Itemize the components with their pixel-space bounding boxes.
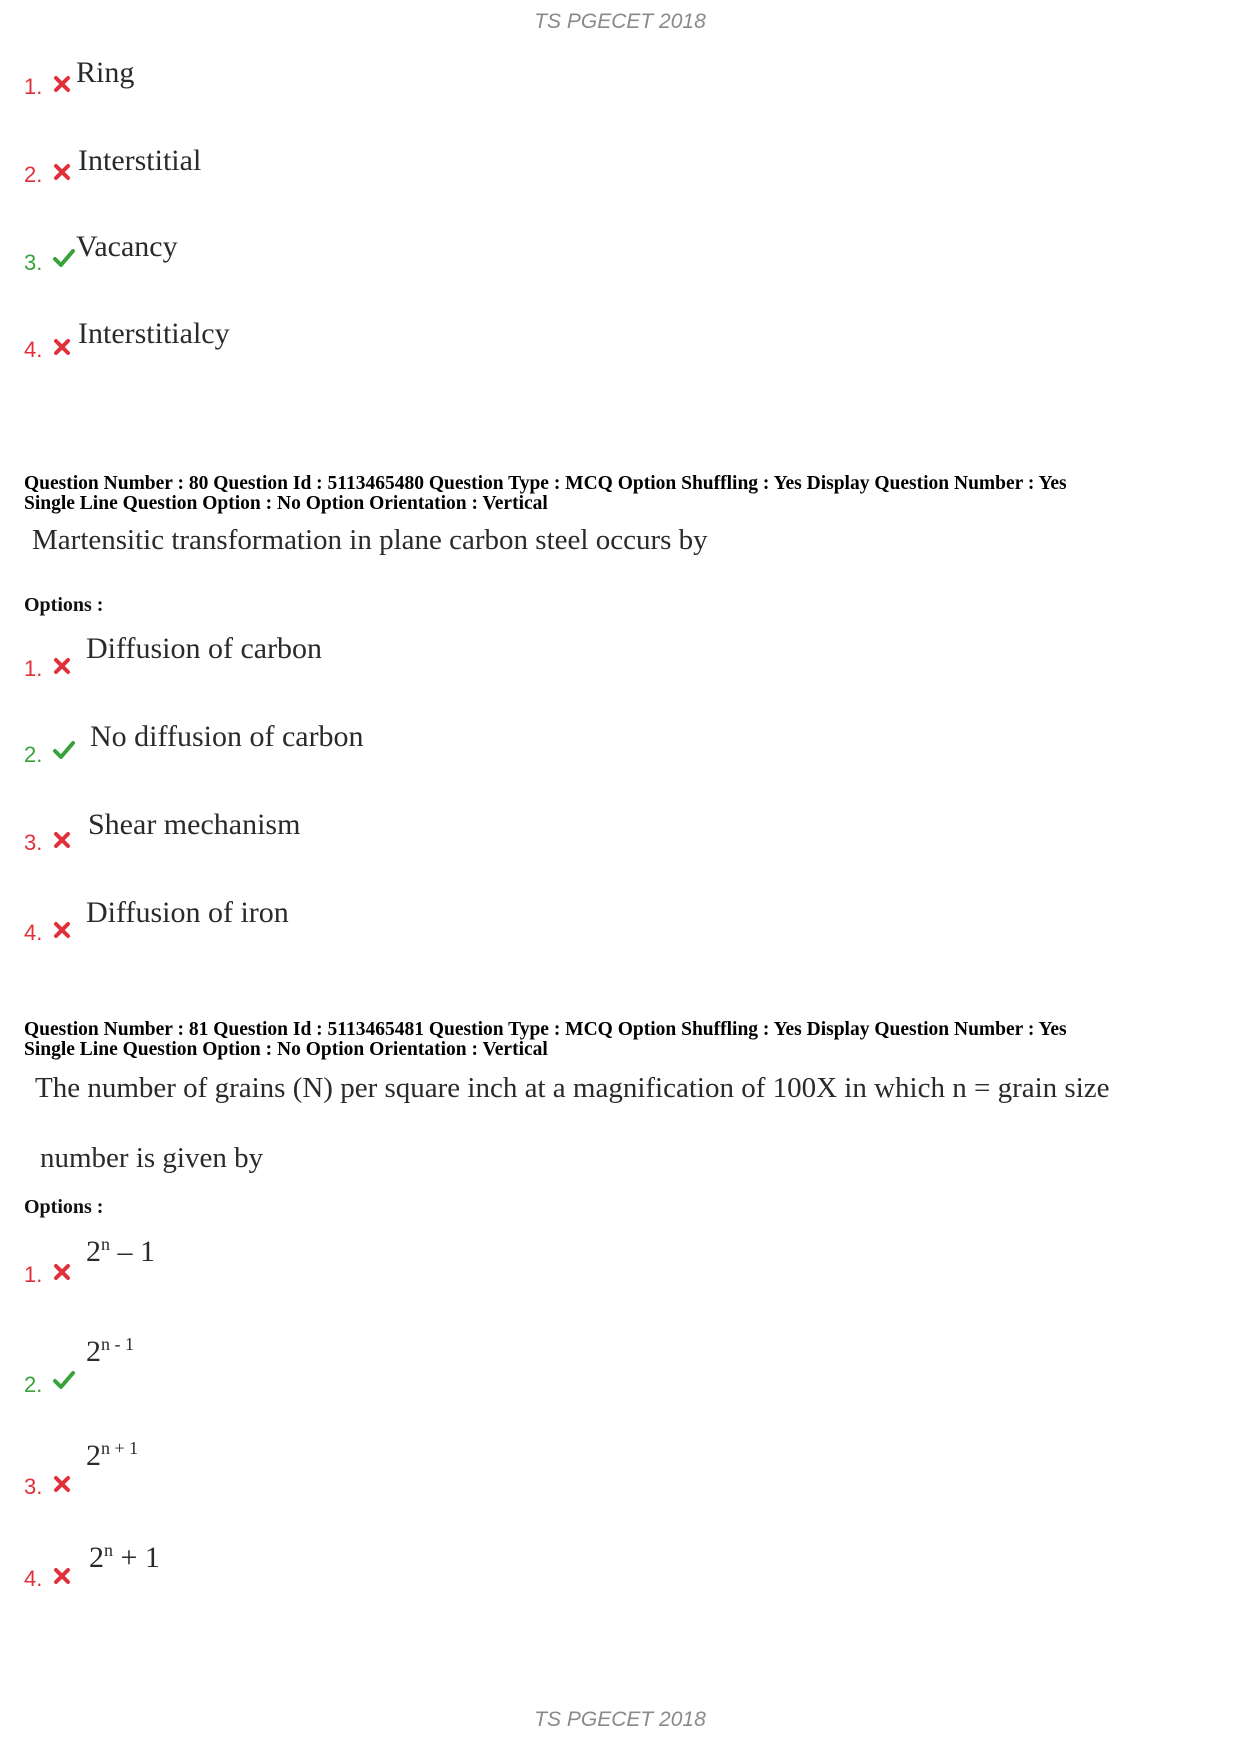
- option-number: 1.: [24, 74, 43, 99]
- cross-icon: [52, 830, 72, 850]
- formula-exponent: n: [104, 1540, 113, 1560]
- cross-icon: [52, 656, 72, 676]
- cross-icon: [52, 1474, 72, 1494]
- option-number: 2.: [24, 742, 43, 767]
- formula-exponent: n + 1: [101, 1438, 139, 1458]
- formula-base: 2: [86, 1439, 101, 1472]
- option-formula: [86, 1234, 155, 1269]
- option-number: 2.: [24, 1372, 43, 1397]
- options-label: Options :: [24, 1196, 104, 1218]
- question-text-line: The number of grains (N) per square inch at a magnification of 100X in which n = grain size: [35, 1072, 1110, 1104]
- option-formula: [89, 1540, 160, 1575]
- option-text: Vacancy: [76, 230, 178, 263]
- option-number: 1.: [24, 1262, 43, 1287]
- option-formula: [86, 1334, 134, 1369]
- cross-icon: [52, 1566, 72, 1586]
- cross-icon: [52, 162, 72, 182]
- cross-icon: [52, 74, 72, 94]
- question-meta-line: Question Number : 81 Question Id : 5113465481 Question Type : MCQ Option Shuffling : Yes Display Question Number : Yes: [24, 1019, 1067, 1040]
- option-text: Diffusion of carbon: [86, 632, 323, 665]
- check-icon: [52, 247, 76, 269]
- formula-base: 2: [86, 1235, 101, 1268]
- check-icon: [52, 1369, 76, 1391]
- page-footer: TS PGECET 2018: [534, 1708, 706, 1731]
- question-meta-line: Single Line Question Option : No Option Orientation : Vertical: [24, 1039, 548, 1060]
- option-text: Interstitialcy: [78, 317, 230, 350]
- cross-icon: [52, 337, 72, 357]
- cross-icon: [52, 920, 72, 940]
- formula-exponent: n - 1: [101, 1334, 134, 1354]
- formula-tail: – 1: [110, 1235, 155, 1268]
- option-number: 3.: [24, 1474, 43, 1499]
- option-number: 3.: [24, 830, 43, 855]
- question-text-line: number is given by: [40, 1142, 264, 1174]
- options-label: Options :: [24, 594, 104, 616]
- option-number: 4.: [24, 920, 43, 945]
- page-header: TS PGECET 2018: [534, 10, 706, 33]
- question-meta-line: Question Number : 80 Question Id : 5113465480 Question Type : MCQ Option Shuffling : Yes Display Question Number : Yes: [24, 473, 1067, 494]
- question-meta-line: Single Line Question Option : No Option Orientation : Vertical: [24, 493, 548, 514]
- option-number: 4.: [24, 1566, 43, 1591]
- option-text: Ring: [76, 56, 135, 89]
- option-text: No diffusion of carbon: [90, 720, 364, 753]
- option-number: 4.: [24, 337, 43, 362]
- formula-exponent: n: [101, 1234, 110, 1254]
- cross-icon: [52, 1262, 72, 1282]
- option-text: Interstitial: [78, 144, 202, 177]
- formula-tail: + 1: [113, 1541, 160, 1574]
- option-text: Shear mechanism: [88, 808, 301, 841]
- option-number: 2.: [24, 162, 43, 187]
- option-number: 1.: [24, 656, 43, 681]
- option-formula: [86, 1438, 138, 1473]
- option-text: Diffusion of iron: [86, 896, 289, 929]
- formula-base: 2: [86, 1335, 101, 1368]
- option-number: 3.: [24, 250, 43, 275]
- formula-base: 2: [89, 1541, 104, 1574]
- check-icon: [52, 739, 76, 761]
- question-text: Martensitic transformation in plane carbon steel occurs by: [32, 524, 708, 556]
